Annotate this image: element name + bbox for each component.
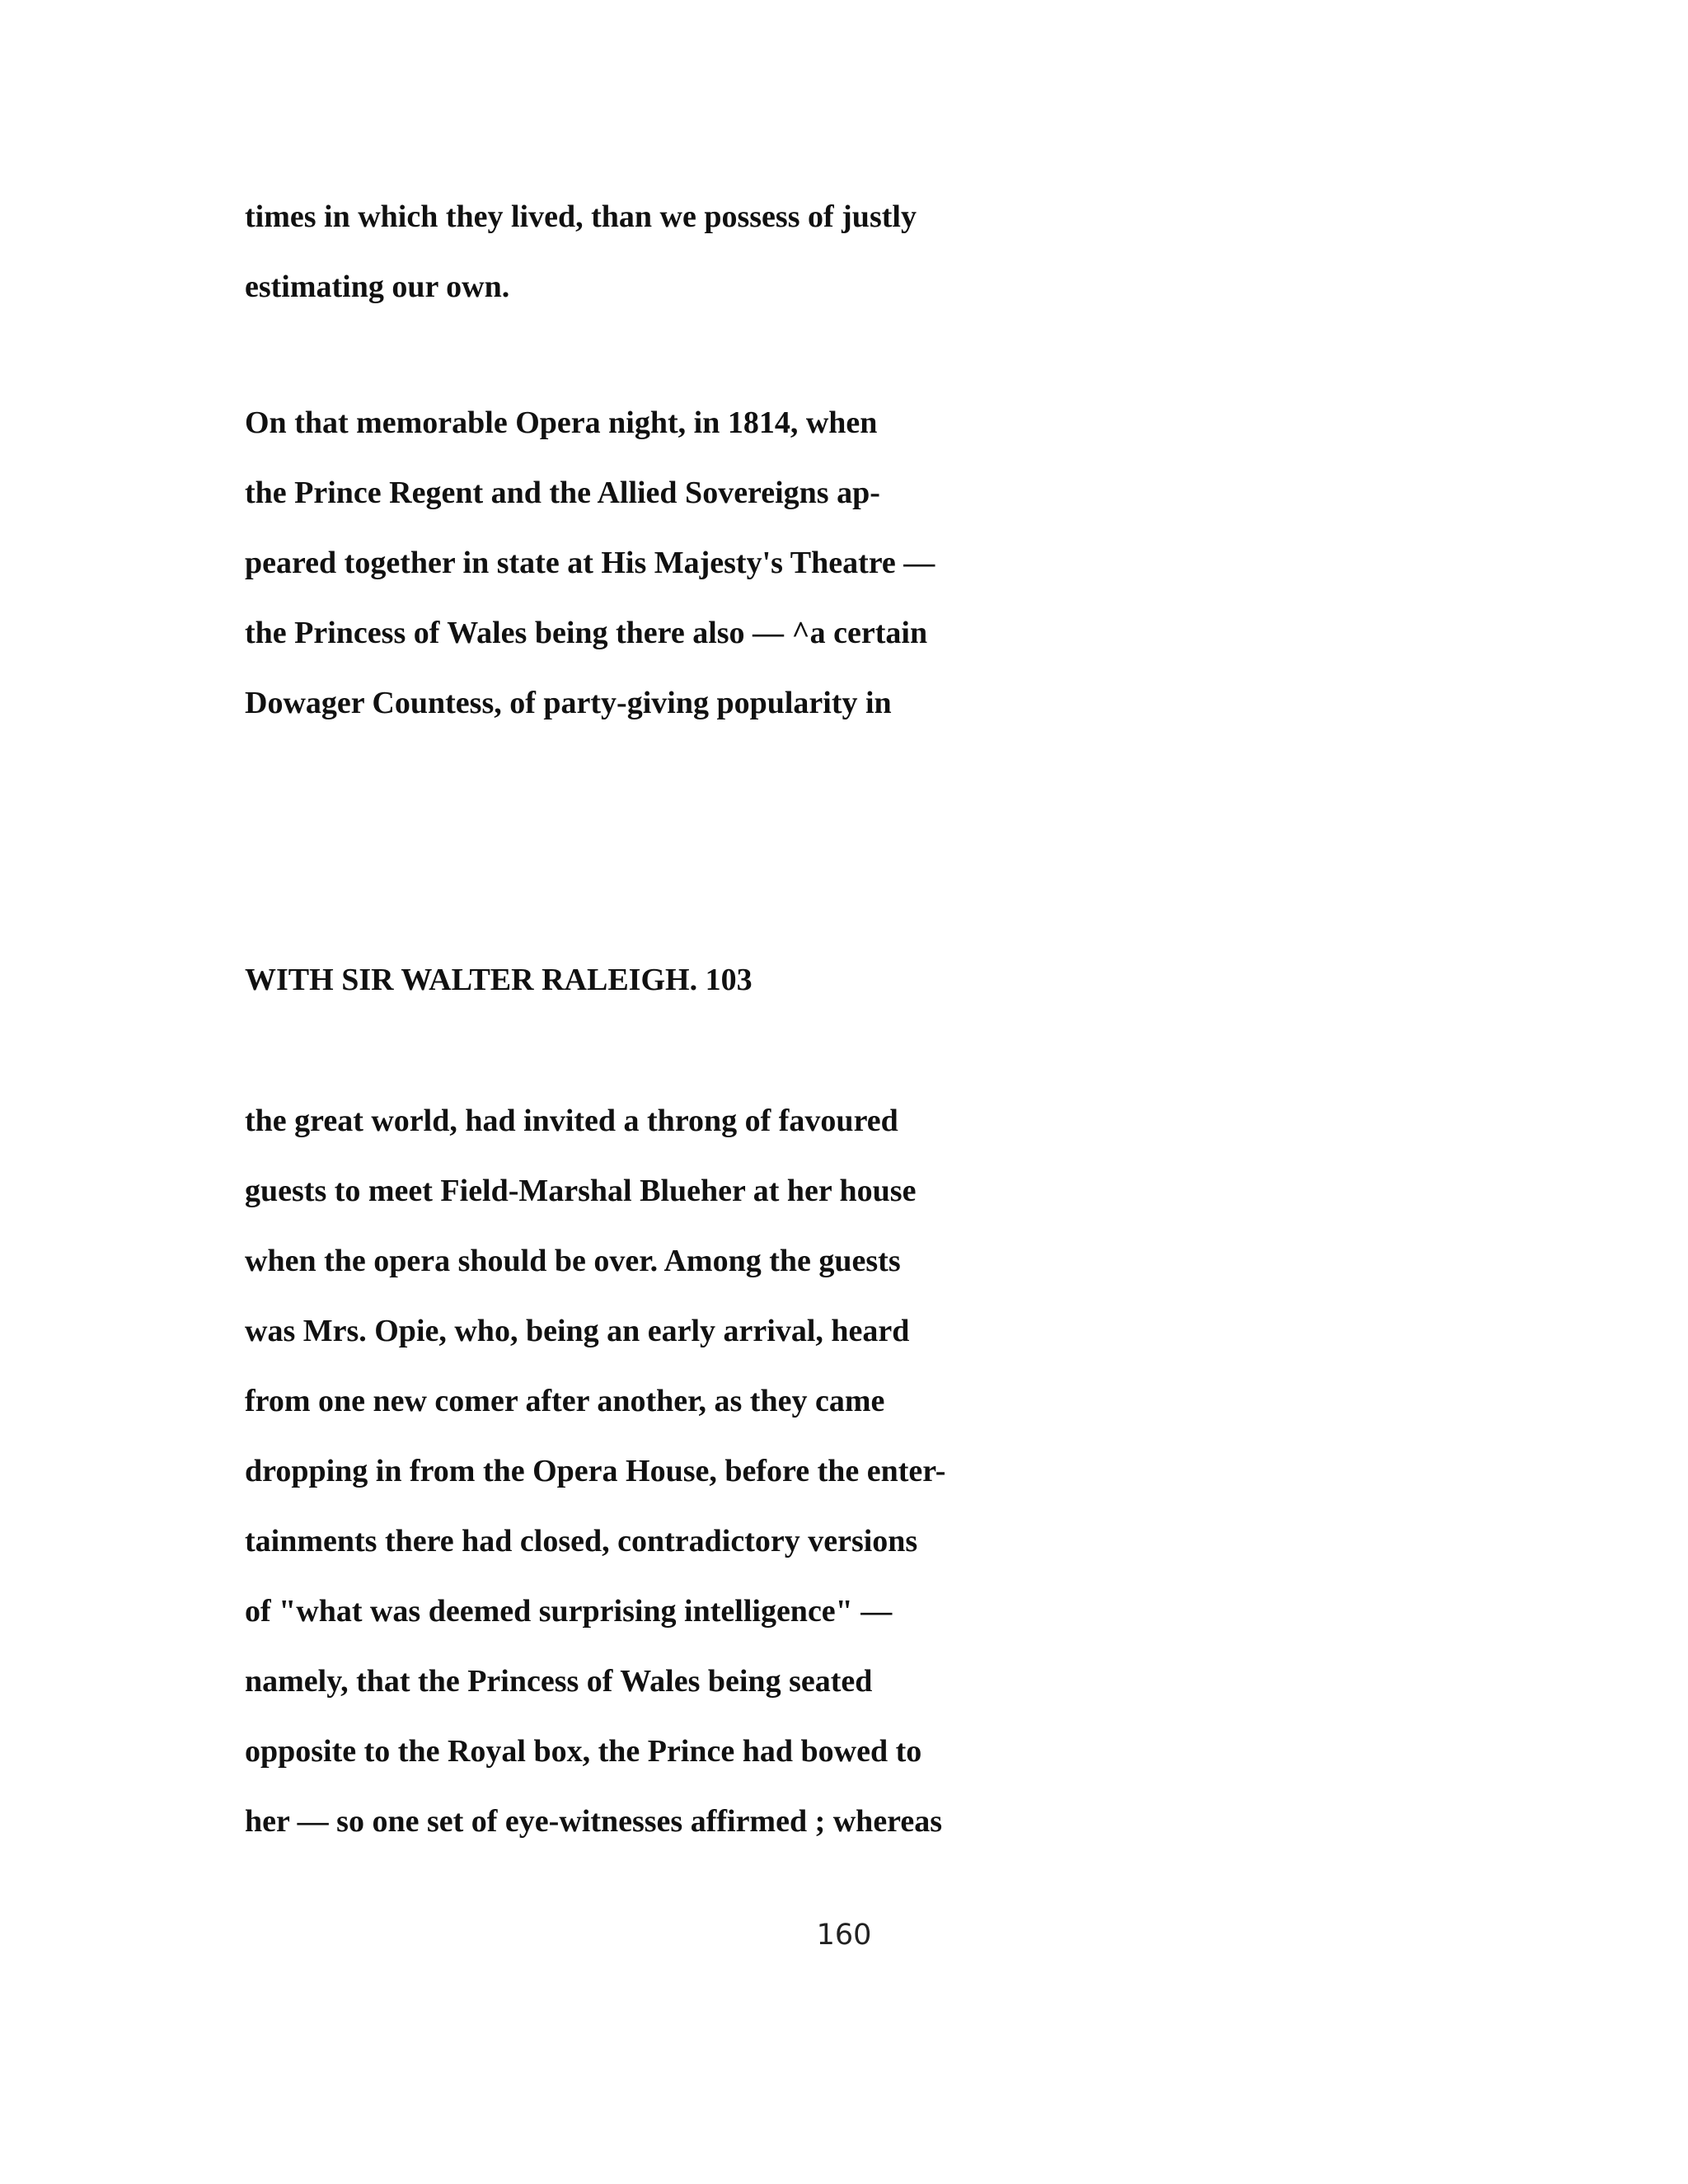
text-line: the Princess of Wales being there also — ^a certain — [245, 616, 928, 650]
text-line: guests to meet Field-Marshal Blueher at her house — [245, 1174, 917, 1208]
page-number: 160 — [816, 1919, 872, 1952]
text-line: was Mrs. Opie, who, being an early arrival, heard — [245, 1314, 910, 1348]
text-line: from one new comer after another, as they came — [245, 1384, 885, 1418]
running-header: WITH SIR WALTER RALEIGH. 103 — [245, 963, 753, 997]
text-line: when the opera should be over. Among the guests — [245, 1244, 901, 1278]
text-line: peared together in state at His Majesty's Theatre — — [245, 546, 935, 580]
text-line: dropping in from the Opera House, before the enter- — [245, 1454, 946, 1488]
text-line: tainments there had closed, contradictory versions — [245, 1524, 918, 1558]
text-line: Dowager Countess, of party-giving popularity in — [245, 686, 892, 720]
text-line: the great world, had invited a throng of favoured — [245, 1104, 898, 1138]
text-line: times in which they lived, than we possess of justly — [245, 199, 917, 234]
text-line: of "what was deemed surprising intelligence" — — [245, 1594, 893, 1629]
text-line: opposite to the Royal box, the Prince had bowed to — [245, 1734, 922, 1769]
text-line: namely, that the Princess of Wales being seated — [245, 1664, 873, 1699]
text-line: her — so one set of eye-witnesses affirmed ; whereas — [245, 1804, 943, 1839]
text-line: estimating our own. — [245, 269, 510, 304]
text-line: the Prince Regent and the Allied Sovereigns ap- — [245, 476, 880, 510]
text-line: On that memorable Opera night, in 1814, when — [245, 405, 878, 440]
